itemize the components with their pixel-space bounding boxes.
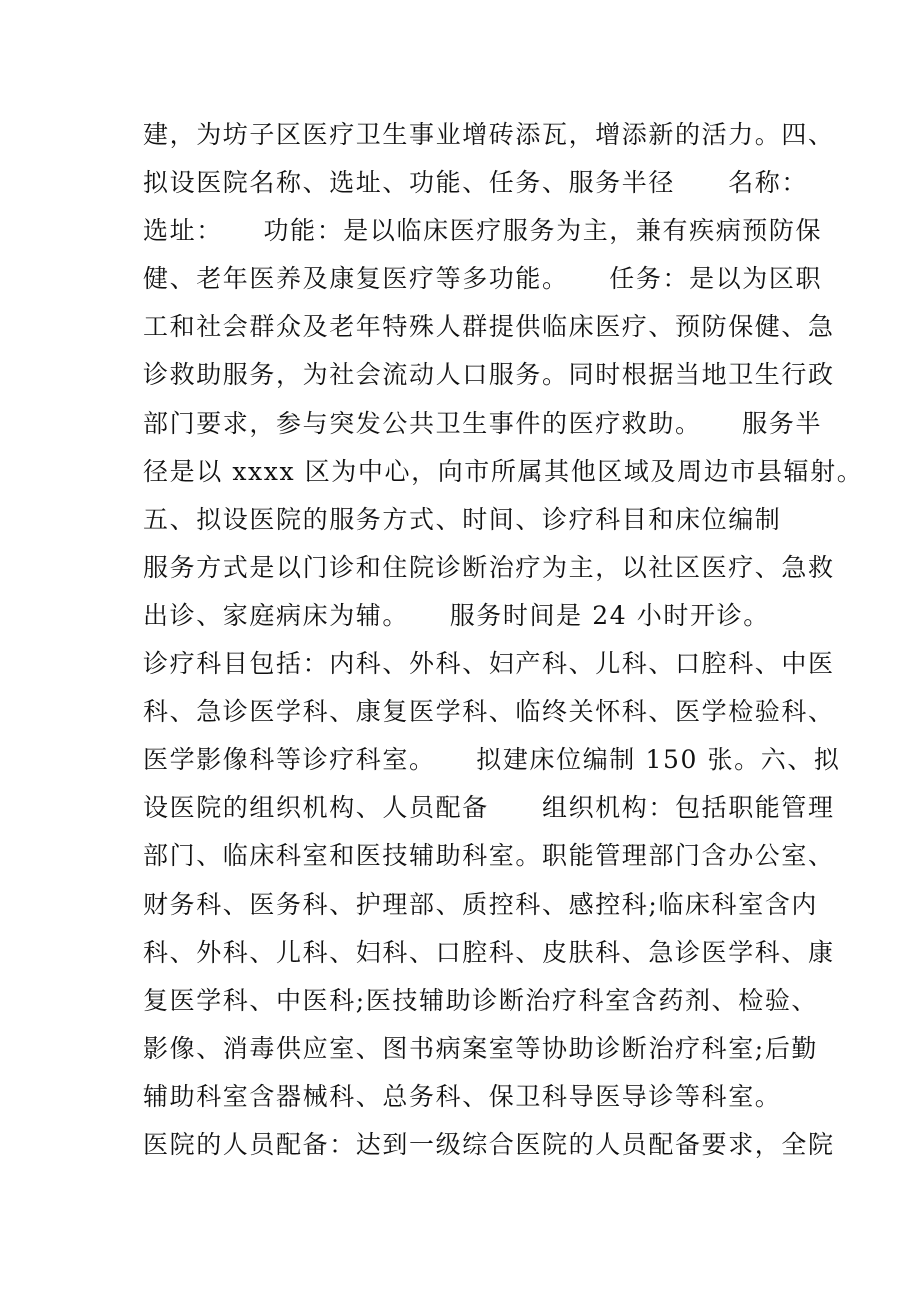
text-line: 部门、临床科室和医技辅助科室。职能管理部门含办公室、	[143, 841, 835, 871]
text-line: 财务科、医务科、护理部、质控科、感控科;临床科室含内	[143, 889, 819, 919]
text-line: 健、老年医养及康复医疗等多功能。 任务：是以为区职	[143, 264, 823, 294]
text-line: 径是以 xxxx 区为中心，向市所属其他区域及周边市县辐射。	[143, 456, 864, 486]
text-line: 辅助科室含器械科、总务科、保卫科导医导诊等科室。	[143, 1081, 782, 1111]
text-line: 服务方式是以门诊和住院诊断治疗为主，以社区医疗、急救	[143, 552, 835, 582]
text-line: 出诊、家庭病床为辅。 服务时间是 24 小时开诊。	[143, 600, 770, 630]
text-line: 工和社会群众及老年特殊人群提供临床医疗、预防保健、急	[143, 312, 835, 342]
text-line: 复医学科、中医科;医技辅助诊断治疗科室含药剂、检验、	[143, 985, 819, 1015]
text-line: 诊救助服务，为社会流动人口服务。同时根据当地卫生行政	[143, 360, 835, 390]
text-line: 五、拟设医院的服务方式、时间、诊疗科目和床位编制	[143, 504, 782, 534]
body-text	[143, 111, 864, 1169]
text-line: 建，为坊子区医疗卫生事业增砖添瓦，增添新的活力。四、	[143, 120, 835, 149]
text-line: 影像、消毒供应室、图书病案室等协助诊断治疗科室;后勤	[143, 1033, 819, 1063]
text-line: 医学影像科等诊疗科室。 拟建床位编制 150 张。六、拟	[143, 745, 841, 775]
text-line: 设医院的组织机构、人员配备 组织机构：包括职能管理	[143, 793, 835, 823]
text-line: 科、外科、儿科、妇科、口腔科、皮肤科、急诊医学科、康	[143, 937, 835, 967]
text-line: 部门要求，参与突发公共卫生事件的医疗救助。 服务半	[143, 408, 823, 438]
text-line: 诊疗科目包括：内科、外科、妇产科、儿科、口腔科、中医	[143, 649, 835, 679]
text-line: 科、急诊医学科、康复医学科、临终关怀科、医学检验科、	[143, 697, 835, 727]
text-line: 拟设医院名称、选址、功能、任务、服务半径 名称：	[143, 168, 809, 198]
text-line: 选址： 功能：是以临床医疗服务为主，兼有疾病预防保	[143, 216, 823, 246]
text-line: 医院的人员配备：达到一级综合医院的人员配备要求，全院	[143, 1129, 835, 1159]
